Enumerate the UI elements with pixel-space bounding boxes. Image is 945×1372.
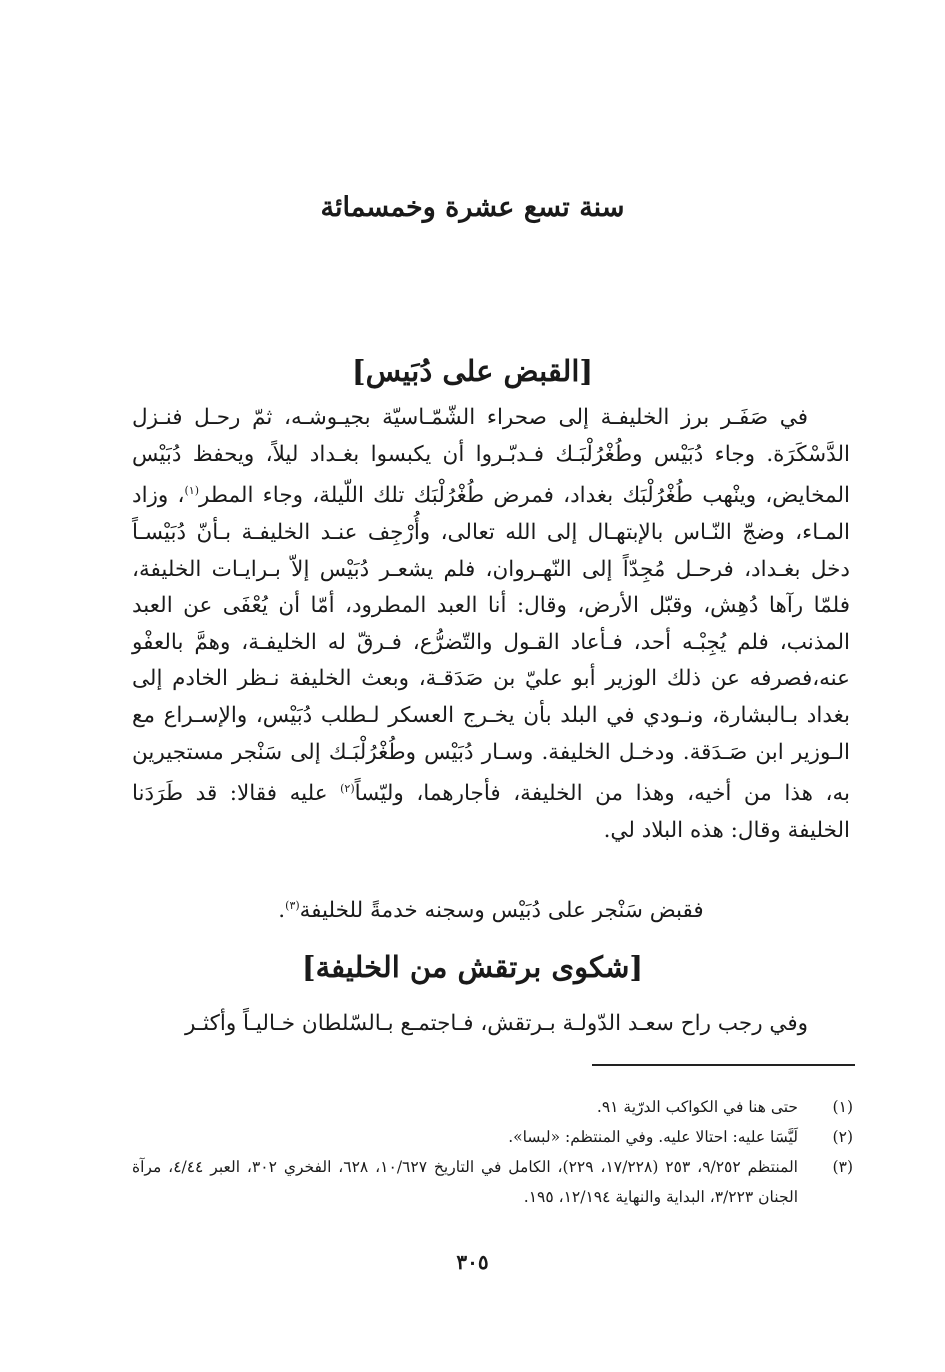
footnote-number: (٢) — [832, 1128, 853, 1146]
footnote-text: المنتظم ٩/٢٥٢، ٢٥٣ (١٧/٢٢٨، ٢٢٩)، الكامل في التاريخ ١٠/٦٢٧، ٦٢٨، الفخري ٣٠٢، العبر ٤/٤٤، مرآة الجنان ٣/٢٢٣، البداية والنهاية ١٢/١٩٤، ١٩٥. — [132, 1158, 798, 1206]
footnote-text: لَيَّسَا عليه: احتالا عليه. وفي المنتظم: «لبسا». — [508, 1128, 798, 1146]
page-number: ٣٠٥ — [456, 1250, 489, 1274]
body-paragraph-3: وفي رجب راح سعـد الدّولـة بـرتقش، فـاجتمـع بـالسّلطان خـاليـاً وأكثـر — [184, 1011, 808, 1036]
footnote-item — [132, 1092, 853, 1122]
footnotes-list — [132, 1092, 853, 1212]
footnote-ref-3[interactable]: (٣) — [285, 898, 300, 912]
footnote-text: حتى هنا في الكواكب الدرّية ٩١. — [596, 1098, 798, 1116]
footnote-number: (٣) — [832, 1158, 853, 1176]
paragraph-text: عليه فقالا: قد طَرَدَنا الخليفة وقال: هذه البلاد لي. — [132, 781, 850, 843]
body-paragraph-2 — [132, 898, 850, 923]
footnote-number: (١) — [832, 1098, 853, 1116]
paragraph-text: فقبض سَنْجر على دُبَيْس وسجنه خدمةً للخليفة — [299, 898, 704, 923]
body-paragraph-1 — [132, 400, 850, 849]
footnote-item — [132, 1152, 853, 1212]
section-heading-bartaqash-complaint: [شكوى برتقش من الخليفة] — [301, 950, 644, 984]
paragraph-text: ، وزاد المـاء، وضجّ النّـاس بالإبتهـال إلى الله تعالى، وأُرْجِف عنـد الخليفـة بـأنّ دُبَيْسـاً دخل بغـداد، فرحـل مُجِدّاً إلى النّهـروان، فلم يشعـر دُبَيْس إلاّ بـرايـات الخليفة، فلمّا رآها دُهِش، وقبّل الأرض، وقال: أنا العبد المطرود، أمّا أن يُعْفَى عن العبد المذنب، فلم يُجِبْـه أحد، فـأعاد القـول والتّضرُّع، فـرقّ له الخليفـة، وهمَّ بالعفْو عنه،فصرفه عن ذلك الوزير أبو عليّ بن صَدَقـة، وبعث الخليفة نـظر الخادم إلى بغداد بـالبشارة، ونـودي في البلد بأن يخـرج العسكر لـطلب دُبَيْس، والإسـراع مع الـوزير ابن صَـدَقة. ودخـل الخليفة. وسـار دُبَيْس وطُغْرُلْبَـك إلى سَنْجر مستجيرين به، هذا من أخيه، وهذا من الخليفة، فأجارهما، وليّساً — [132, 483, 851, 807]
paragraph-text: . — [278, 898, 286, 923]
footnote-ref-2[interactable]: (٢) — [340, 782, 355, 796]
chapter-title: سنة تسع عشرة وخمسمائة — [320, 192, 625, 223]
section-heading-dubays-arrest: [القبض على دُبَيس] — [351, 354, 594, 388]
footnote-separator — [592, 1064, 855, 1066]
paragraph-text: في صَفَـر برز الخليفـة إلى صحراء الشّمّـاسيّة بجيـوشـه، ثمّ رحـل فنـزل الدَّسْكَرَة. وجاء دُبَيْس وطُغْرُلْبَـك فـدبّـروا أن يكبسوا بغـداد ليلاً، ويحفظ دُبَيْس المخايض، وينْهب طُغْرُلْبَك بغداد، فمرض طُغْرُلْبَك تلك اللّيلة، وجاء المطر — [132, 405, 850, 509]
footnote-item — [132, 1122, 853, 1152]
footnote-ref-1[interactable]: (١) — [184, 484, 199, 498]
